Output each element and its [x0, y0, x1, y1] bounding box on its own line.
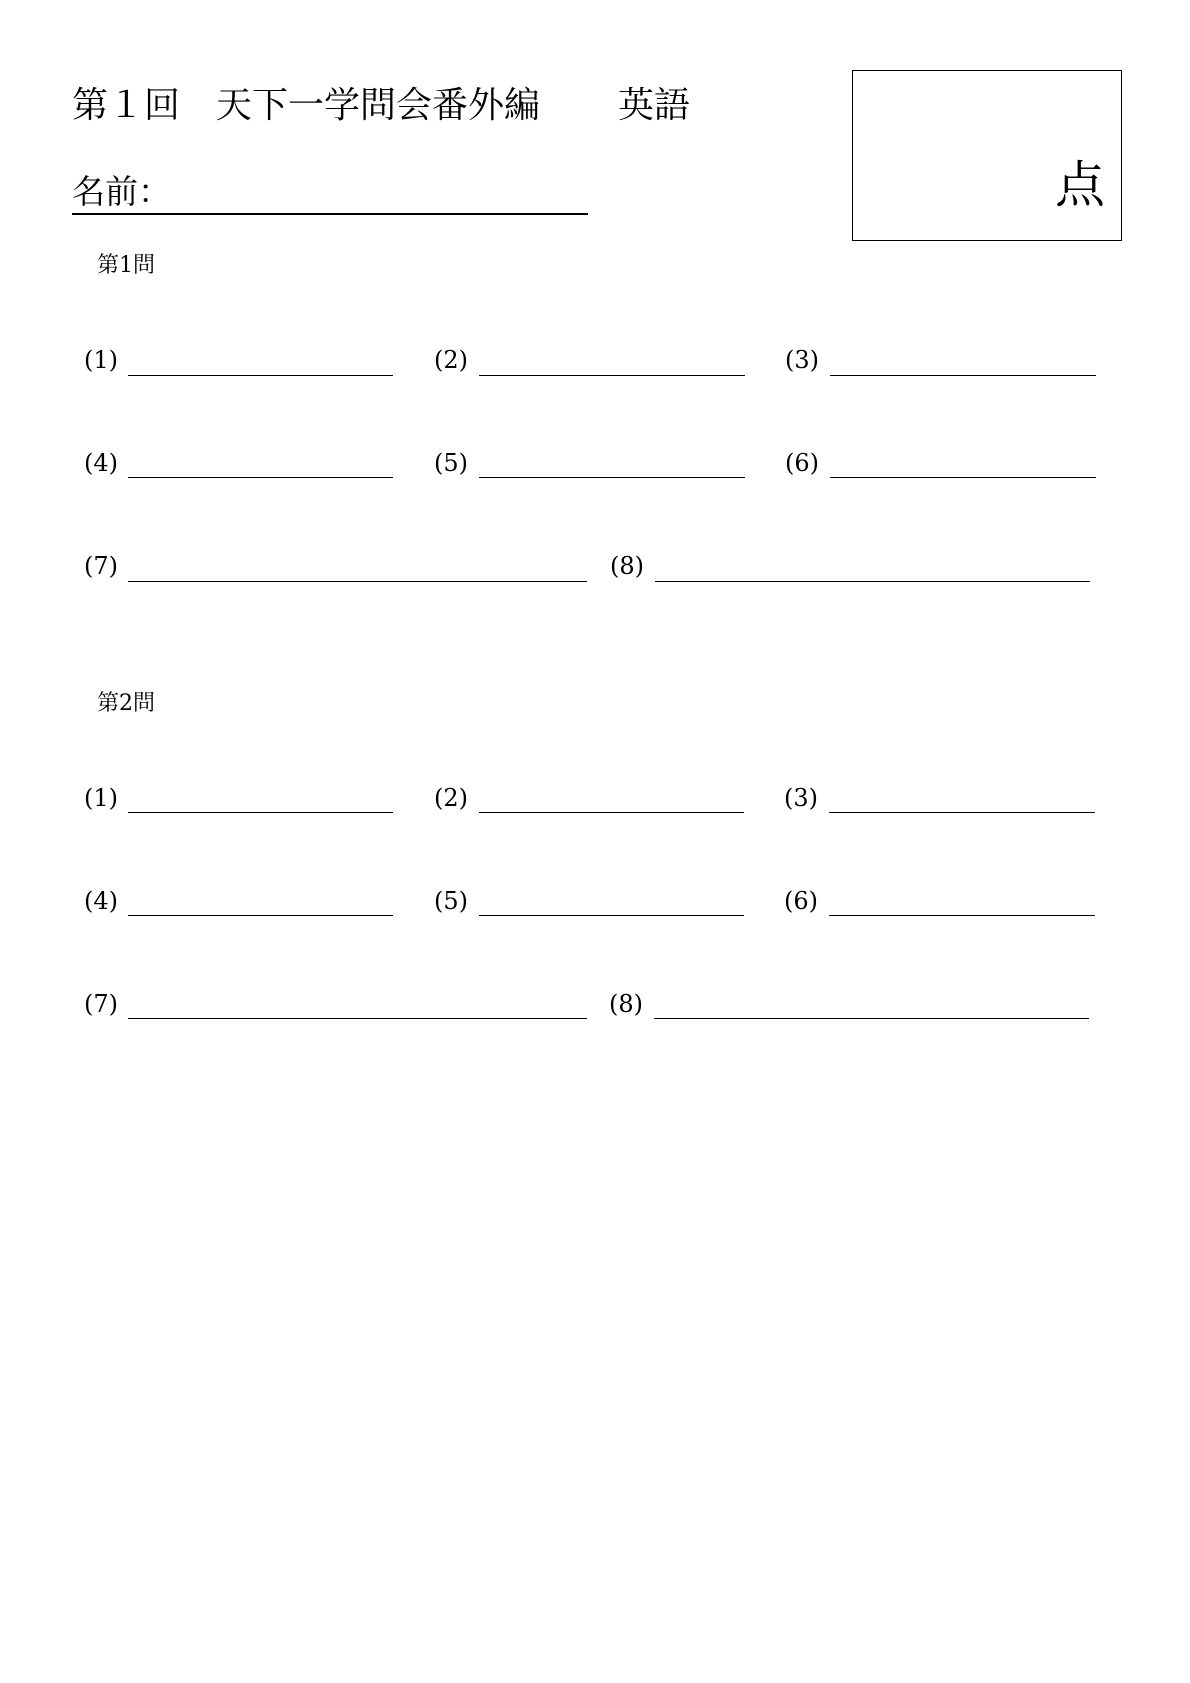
s2-q8-label: (8) — [609, 990, 643, 1018]
s1-q4-label: (4) — [84, 449, 118, 477]
section-1-title: 第1問 — [97, 253, 155, 278]
s2-q1-answer-field[interactable] — [128, 812, 393, 813]
s1-q6-answer-field[interactable] — [830, 477, 1096, 478]
s2-q2-label: (2) — [434, 784, 468, 812]
s2-q7-answer-field[interactable] — [128, 1018, 587, 1019]
s2-q5-answer-field[interactable] — [479, 915, 744, 916]
s1-q7-answer-field[interactable] — [128, 581, 587, 582]
s2-q4-answer-field[interactable] — [128, 915, 393, 916]
s1-q3-answer-field[interactable] — [830, 375, 1096, 376]
s1-q2-label: (2) — [434, 346, 468, 374]
s1-q8-label: (8) — [610, 552, 644, 580]
name-field[interactable] — [72, 213, 588, 215]
s2-q5-label: (5) — [434, 887, 468, 915]
s1-q4-answer-field[interactable] — [128, 477, 393, 478]
score-box[interactable] — [852, 70, 1122, 241]
score-unit-label: 点 — [1055, 156, 1105, 214]
s1-q5-label: (5) — [434, 449, 468, 477]
s2-q6-label: (6) — [784, 887, 818, 915]
s2-q7-label: (7) — [84, 990, 118, 1018]
s1-q7-label: (7) — [84, 552, 118, 580]
s1-q1-answer-field[interactable] — [128, 375, 393, 376]
s2-q3-answer-field[interactable] — [829, 812, 1095, 813]
s2-q1-label: (1) — [84, 784, 118, 812]
s1-q8-answer-field[interactable] — [655, 581, 1090, 582]
s2-q8-answer-field[interactable] — [654, 1018, 1089, 1019]
s1-q3-label: (3) — [785, 346, 819, 374]
page-title: 第１回 天下一学問会番外編 — [72, 85, 541, 126]
s1-q6-label: (6) — [785, 449, 819, 477]
s1-q5-answer-field[interactable] — [479, 477, 745, 478]
s2-q3-label: (3) — [784, 784, 818, 812]
s2-q2-answer-field[interactable] — [479, 812, 744, 813]
section-2-title: 第2問 — [97, 691, 155, 716]
s1-q2-answer-field[interactable] — [479, 375, 745, 376]
s2-q4-label: (4) — [84, 887, 118, 915]
s1-q1-label: (1) — [84, 346, 118, 374]
name-label: 名前： — [72, 172, 171, 211]
subject-title: 英語 — [618, 85, 691, 126]
s2-q6-answer-field[interactable] — [829, 915, 1095, 916]
